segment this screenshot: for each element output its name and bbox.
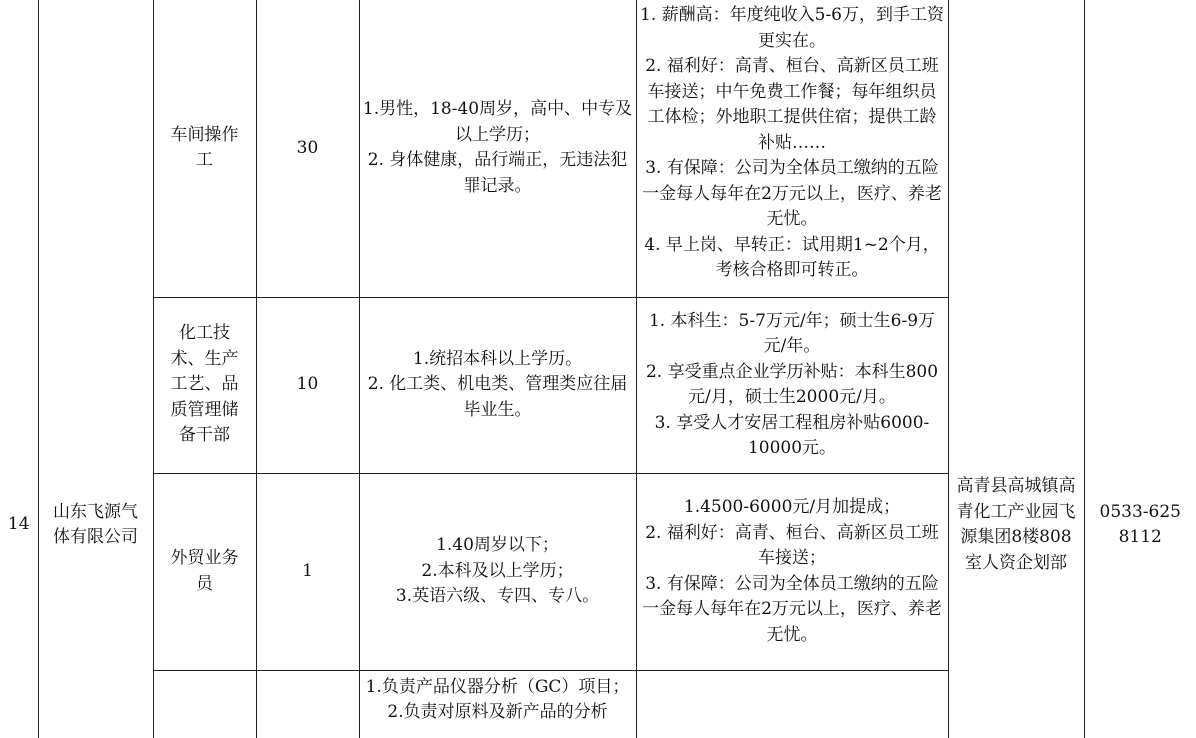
position-count-cell bbox=[256, 670, 359, 738]
phone-number: 0533-6258112 bbox=[1099, 501, 1181, 547]
benefit-item: 1. 薪酬高：年度纯收入5-6万，到手工资更实在。 bbox=[640, 5, 944, 51]
position-count: 10 bbox=[296, 374, 319, 395]
position-count-cell bbox=[256, 0, 359, 297]
requirement-item: 1.40周岁以下； bbox=[436, 535, 559, 556]
requirements-cell bbox=[359, 473, 636, 670]
benefit-item: 2. 福利好：高青、桓台、高新区员工班车接送；中午免费工作餐；每年组织员工体检；外地职工提供住宿；提供工龄补贴…… bbox=[645, 56, 939, 153]
phone-cell bbox=[1084, 0, 1196, 738]
position-title: 车间操作工 bbox=[170, 124, 239, 171]
requirement-item: 1.男性，18-40周岁，高中、中专及以上学历； bbox=[362, 99, 633, 145]
benefit-item: 3. 有保障：公司为全体员工缴纳的五险一金每人每年在2万元以上，医疗、养老无忧。 bbox=[642, 158, 942, 229]
requirements-cell bbox=[359, 297, 636, 473]
position-count: 30 bbox=[296, 137, 319, 158]
benefits-cell bbox=[636, 670, 948, 738]
benefits-cell bbox=[636, 473, 948, 670]
position-count-cell bbox=[256, 473, 359, 670]
benefit-item: 3. 有保障：公司为全体员工缴纳的五险一金每人每年在2万元以上，医疗、养老无忧。 bbox=[642, 573, 942, 645]
position-count: 1 bbox=[302, 560, 313, 581]
company-name: 山东飞源气体有限公司 bbox=[53, 501, 138, 547]
benefit-item: 2. 享受重点企业学历补贴：本科生800元/月，硕士生2000元/月。 bbox=[645, 361, 939, 407]
requirement-item: 3.英语六级、专四、专八。 bbox=[395, 586, 600, 607]
benefit-item: 1.4500-6000元/月加提成； bbox=[683, 497, 901, 517]
requirements-cell bbox=[359, 670, 636, 738]
requirement-item: 2. 身体健康，品行端正，无违法犯罪记录。 bbox=[367, 150, 628, 196]
benefit-item: 3. 享受人才安居工程租房补贴6000-10000元。 bbox=[654, 412, 930, 458]
position-title-cell bbox=[153, 473, 256, 670]
address-cell bbox=[948, 0, 1084, 738]
position-title-cell bbox=[153, 670, 256, 738]
position-title: 外贸业务员 bbox=[170, 548, 239, 594]
table-row bbox=[0, 0, 1196, 297]
benefit-item: 2. 福利好：高青、桓台、高新区员工班车接送； bbox=[645, 522, 939, 568]
requirement-item: 2.本科及以上学历； bbox=[421, 560, 574, 581]
address-text: 高青县高城镇高青化工产业园飞源集团8楼808室人资企划部 bbox=[956, 476, 1076, 573]
requirement-item: 2.负责对原料及新产品的分析 bbox=[387, 702, 608, 722]
company-cell bbox=[38, 0, 153, 738]
benefits-cell bbox=[636, 0, 948, 297]
position-count-cell bbox=[256, 297, 359, 473]
row-number-cell bbox=[0, 0, 38, 738]
requirements-cell bbox=[359, 0, 636, 297]
benefit-item: 4. 早上岗、早转正：试用期1~2个月，考核合格即可转正。 bbox=[644, 234, 940, 280]
position-title-cell bbox=[153, 0, 256, 297]
row-number: 14 bbox=[7, 514, 30, 535]
requirement-item: 2. 化工类、机电类、管理类应往届毕业生。 bbox=[367, 374, 628, 420]
requirement-item: 1.负责产品仪器分析（GC）项目； bbox=[365, 676, 630, 697]
position-title-cell bbox=[153, 297, 256, 473]
position-title: 化工技术、生产工艺、品质管理储备干部 bbox=[170, 323, 239, 446]
requirement-item: 1.统招本科以上学历。 bbox=[412, 348, 583, 369]
benefit-item: 1. 本科生：5-7万元/年；硕士生6-9万元/年。 bbox=[648, 310, 936, 356]
benefits-cell bbox=[636, 297, 948, 473]
